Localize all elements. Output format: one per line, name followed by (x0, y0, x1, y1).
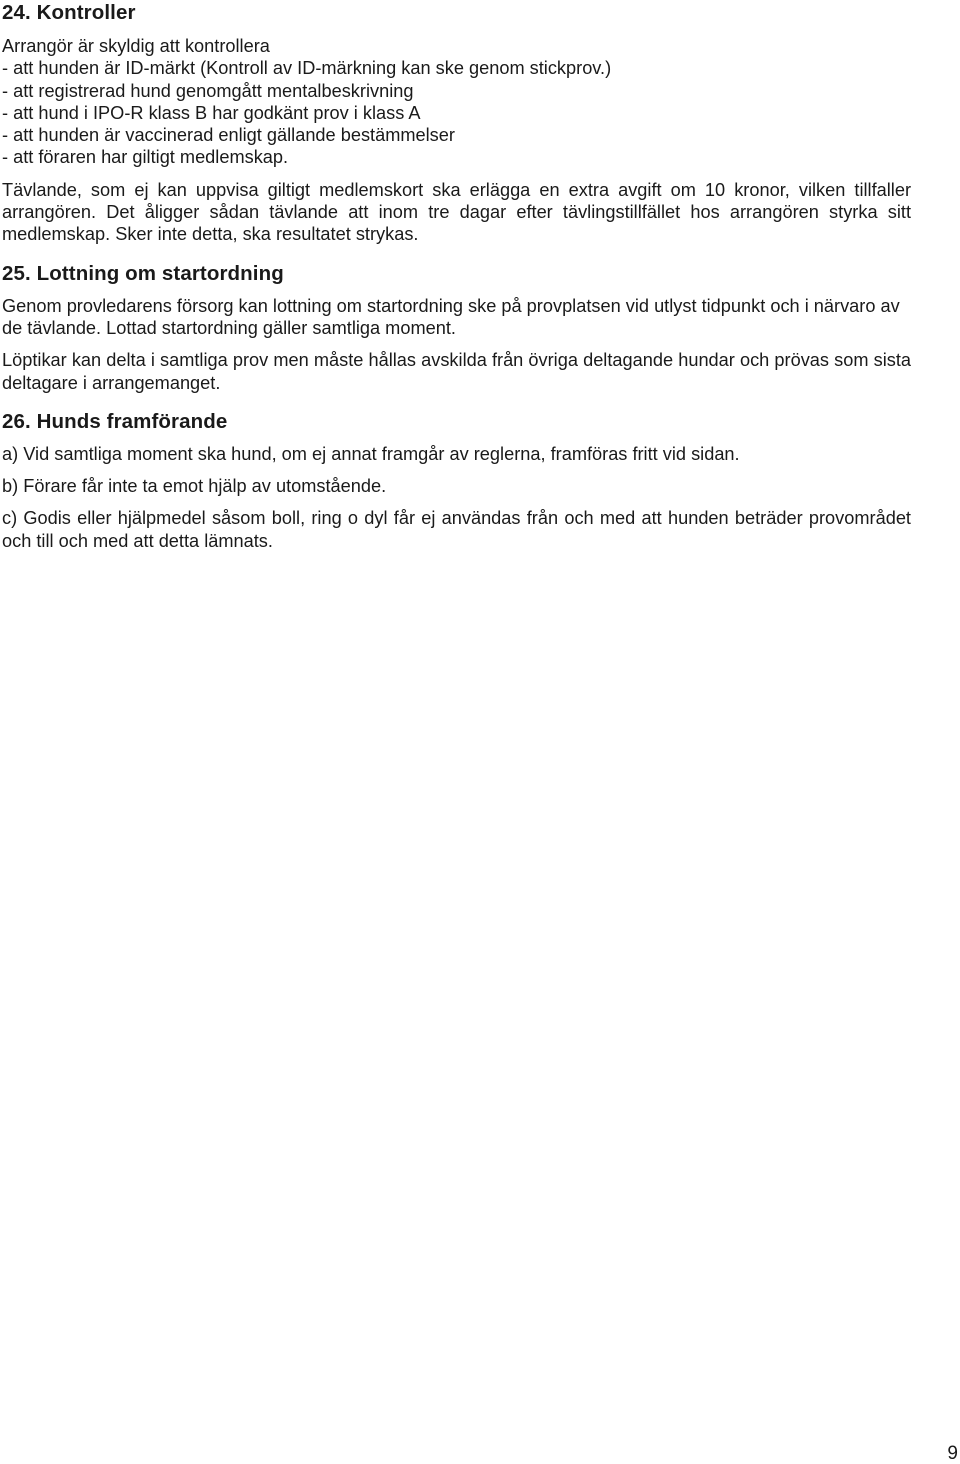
control-item: - att föraren har giltigt medlemskap. (2, 147, 289, 168)
section-24-list (2, 35, 914, 169)
section-26-item-a: a) Vid samtliga moment ska hund, om ej annat framgår av reglerna, framföras fritt vid sidan. (2, 443, 740, 464)
section-25-paragraph-1: Genom provledarens försorg kan lottning om startordning ske på provplatsen vid utlyst tidpunkt och i närvaro av de tävlande. Lottad startordning gäller samtliga moment. (2, 295, 900, 338)
section-24-intro: Arrangör är skyldig att kontrollera (2, 36, 270, 56)
section-24-paragraph: Tävlande, som ej kan uppvisa giltigt medlemskort ska erlägga en extra avgift om 10 kronor, vilken tillfaller arrangören. Det åligger sådan tävlande att inom tre dagar efter tävlingstillfället hos arrangören styrka sitt medlemskap. Sker inte detta, ska resultatet strykas. (2, 179, 911, 245)
section-26-item-c: c) Godis eller hjälpmedel såsom boll, ring o dyl får ej användas från och med att hunden beträder provområdet och till och med att detta lämnats. (2, 508, 911, 551)
section-26-item-b: b) Förare får inte ta emot hjälp av utomstående. (2, 476, 387, 497)
section-25-title: 25. Lottning om startordning (2, 261, 284, 285)
section-26-title: 26. Hunds framförande (2, 409, 228, 433)
control-item: - att registrerad hund genomgått mentalbeskrivning (2, 80, 414, 101)
control-item: - att hunden är vaccinerad enligt gällande bestämmelser (2, 125, 455, 146)
section-25-paragraph-2: Löptikar kan delta i samtliga prov men måste hållas avskilda från övriga deltagande hundar och prövas som sista deltagare i arrangemanget. (2, 350, 911, 393)
control-item: - att hund i IPO-R klass B har godkänt prov i klass A (2, 102, 421, 123)
control-item: - att hunden är ID-märkt (Kontroll av ID-märkning kan ske genom stickprov.) (2, 58, 612, 79)
section-24-title: 24. Kontroller (2, 1, 136, 24)
document-page (2, 0, 914, 552)
page-number: 9 (947, 1443, 958, 1464)
